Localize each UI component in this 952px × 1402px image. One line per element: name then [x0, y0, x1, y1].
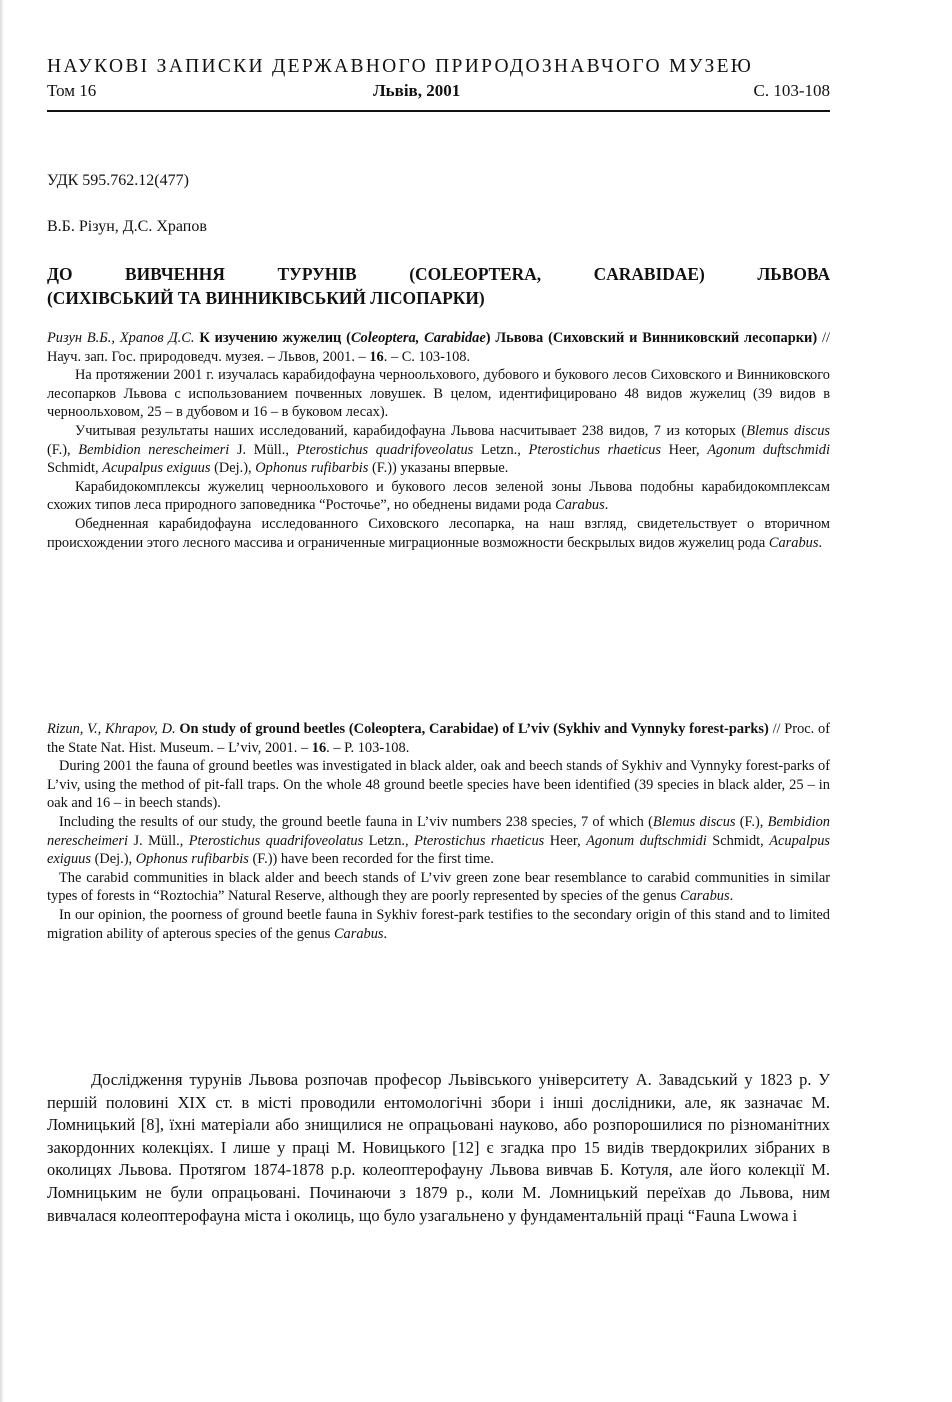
species-name: Agonum duftschmidi	[586, 832, 707, 849]
text: In our opinion, the poorness of ground beetle fauna in Sykhiv forest-park testifies to the secondary origin of this stand and to limited migration ability of apterous species of the genus	[47, 906, 830, 942]
article-title-line-2: (СИХІВСЬКИЙ ТА ВИННИКІВСЬКИЙ ЛІСОПАРКИ)	[47, 288, 485, 308]
genus-name: Carabus	[333, 925, 384, 942]
scan-edge-shadow	[0, 0, 4, 1402]
species-name: Acupalpus exiguus	[47, 832, 830, 868]
ref-title: On study of ground beetles (Coleoptera, Carabidae) of L’viv (Sykhiv and Vynnyky forest-parks)	[175, 721, 769, 737]
header-rule	[47, 110, 830, 112]
text: .	[604, 497, 609, 514]
abstract-en-paragraph-2	[47, 813, 830, 869]
abstract-en-paragraph-1: During 2001 the fauna of ground beetles was investigated in black alder, oak and beech stands of Sykhiv and Vynnyky forest-parks of L’viv, using the method of pit-fall traps. On the whole 48 ground beetle species have been identified (39 species in black alder, 25 – in oak and 16 – in beech stands).	[47, 758, 830, 812]
species-name: Acupalpus exiguus	[102, 460, 211, 477]
udc-code: УДК 595.762.12(477)	[47, 172, 189, 189]
species-author: (F.),	[47, 441, 79, 458]
journal-title: НАУКОВІ ЗАПИСКИ ДЕРЖАВНОГО ПРИРОДОЗНАВЧОГО МУЗЕЮ	[47, 56, 754, 77]
species-author: J. Müll.,	[127, 832, 189, 849]
species-name: Bembidion nerescheimeri	[78, 441, 230, 458]
ref-volume: 16	[311, 739, 327, 756]
page-range: С. 103-108	[753, 81, 830, 100]
city-year: Львів, 2001	[373, 81, 461, 100]
species-author: Heer,	[660, 441, 708, 458]
abstract-ru-paragraph-1: На протяжении 2001 г. изучалась карабидофауна черноольхового, дубового и букового лесов Сиховского и Винниковского лесопарков Львова с использованием почвенных ловушек. В целом, идентифицировано 48 видов жужелиц (39 видов в черноольховом, 25 – в дубовом и 16 – в буковом лесах).	[47, 367, 830, 421]
text: Including the results of our study, the ground beetle fauna in L’viv numbers 238 species, 7 of which (	[59, 813, 653, 830]
abstract-en-paragraph-3	[47, 869, 830, 906]
abstract-en-reference	[47, 720, 830, 757]
authors: В.Б. Різун, Д.С. Храпов	[47, 218, 207, 235]
ref-pages: . – P. 103-108.	[326, 739, 410, 756]
species-author: (F.),	[735, 813, 768, 830]
species-name: Pterostichus rhaeticus	[414, 832, 545, 849]
text: Карабидокомплексы жужелиц черноольхового и букового лесов зеленой зоны Львова подобны карабидокомплексам схожих типов леса природного заповедника “Росточье”, но обеднены видами рода	[47, 478, 830, 514]
ref-title-a: К изучению жужелиц (	[199, 330, 351, 346]
ref-source: // Proc. of the State Nat. Hist. Museum. – L’viv, 2001. –	[47, 721, 830, 756]
main-body	[47, 1069, 830, 1227]
species-author: (F.)	[248, 851, 273, 868]
genus-name: Carabus	[555, 497, 605, 514]
article-title-line-1: ДО ВИВЧЕННЯ ТУРУНІВ (COLEOPTERA, CARABIDAE) ЛЬВОВА	[47, 264, 830, 284]
species-name: Ophonus rufibarbis	[135, 851, 249, 868]
volume-label: Том 16	[47, 81, 97, 100]
text: .	[818, 534, 823, 551]
species-name: Pterostichus quadrifoveolatus	[296, 441, 474, 458]
species-author: Letzn.,	[473, 441, 529, 458]
text: .	[383, 925, 388, 942]
main-paragraph-1: Дослідження турунів Львова розпочав професор Львівського університету А. Завадський у 1823 р. У першій половині XIX ст. в місті проводили ентомологічні збори і інші дослідники, але, як зазначає М. Ломницький [8], їхні матеріали або знищилися не опрацьовані науково, або розпорошилися по різноманітних закордонних колекціях. І лише у праці М. Новицького [12] є згадка про 15 видів твердокрилих зібраних в околицях Львова. Протягом 1874-1878 р.р. колеоптерофауну Львова вивчав Б. Котуля, але його колекції М. Ломницьким не були опрацьовані. Починаючи з 1879 р., коли М. Ломницький переїхав до Львова, ним вивчалася колеоптерофауна міста і околиць, що було узагальнено у фундаментальній праці “Fauna Lwowa i	[47, 1070, 830, 1225]
ref-volume: 16	[369, 348, 384, 365]
text: The carabid communities in black alder and beech stands of L’viv green zone bear resemblance to carabid communities in similar types of forests in “Roztochia” Natural Reserve, although they are poorly represented by species of the genus	[47, 869, 830, 905]
abstract-ru-paragraph-4	[47, 515, 830, 552]
species-name: Blemus discus	[652, 813, 736, 830]
abstract-ru-reference	[47, 329, 830, 366]
genus-name: Carabus	[768, 534, 819, 551]
abstract-en-paragraph-4	[47, 906, 830, 943]
ref-source: // Науч. зап. Гос. природоведч. музея. – Львов, 2001. –	[47, 330, 830, 365]
abstract-ru-paragraph-3	[47, 478, 830, 515]
ref-title-b: ) Львова (Сиховский и Винниковский лесопарки)	[485, 330, 818, 346]
article-title	[47, 262, 830, 310]
abstract-ru-paragraph-2	[47, 422, 830, 478]
ref-authors: Ризун В.Б., Храпов Д.С.	[47, 330, 195, 346]
species-author: (F.)	[368, 460, 393, 477]
species-name: Pterostichus quadrifoveolatus	[188, 832, 364, 849]
ref-title-taxa: Coleoptera, Carabidae	[350, 330, 486, 346]
journal-meta-row	[47, 81, 830, 105]
text: ) have been recorded for the first time.	[272, 851, 494, 868]
species-author: J. Müll.,	[229, 441, 297, 458]
species-author: Heer,	[544, 832, 587, 849]
text: ) указаны впервые.	[392, 460, 509, 477]
species-author: Schmidt,	[706, 832, 770, 849]
species-name: Blemus discus	[746, 422, 830, 439]
text: Обедненная карабидофауна исследованного Сиховского лесопарка, на наш взгляд, свидетельствует о вторичном происхождении этого лесного массива и ограниченные миграционные возможности бескрылых видов жужелиц рода	[47, 515, 830, 551]
abstract-russian	[47, 329, 830, 552]
species-name: Ophonus rufibarbis	[255, 460, 369, 477]
species-name: Bembidion nerescheimeri	[47, 813, 831, 849]
text: .	[729, 888, 734, 905]
species-author: (Dej.),	[90, 851, 136, 868]
ref-pages: . – С. 103-108.	[383, 348, 471, 365]
genus-name: Carabus	[679, 888, 730, 905]
text: Учитывая результаты наших исследований, карабидофауна Львова насчитывает 238 видов, 7 из которых (	[75, 422, 747, 439]
species-author: Schmidt,	[47, 460, 103, 477]
species-name: Agonum duftschmidi	[707, 441, 830, 458]
abstract-english	[47, 720, 830, 943]
ref-authors: Rizun, V., Khrapov, D.	[47, 721, 176, 737]
species-name: Pterostichus rhaeticus	[528, 441, 661, 458]
species-author: Letzn.,	[363, 832, 415, 849]
species-author: (Dej.),	[210, 460, 256, 477]
